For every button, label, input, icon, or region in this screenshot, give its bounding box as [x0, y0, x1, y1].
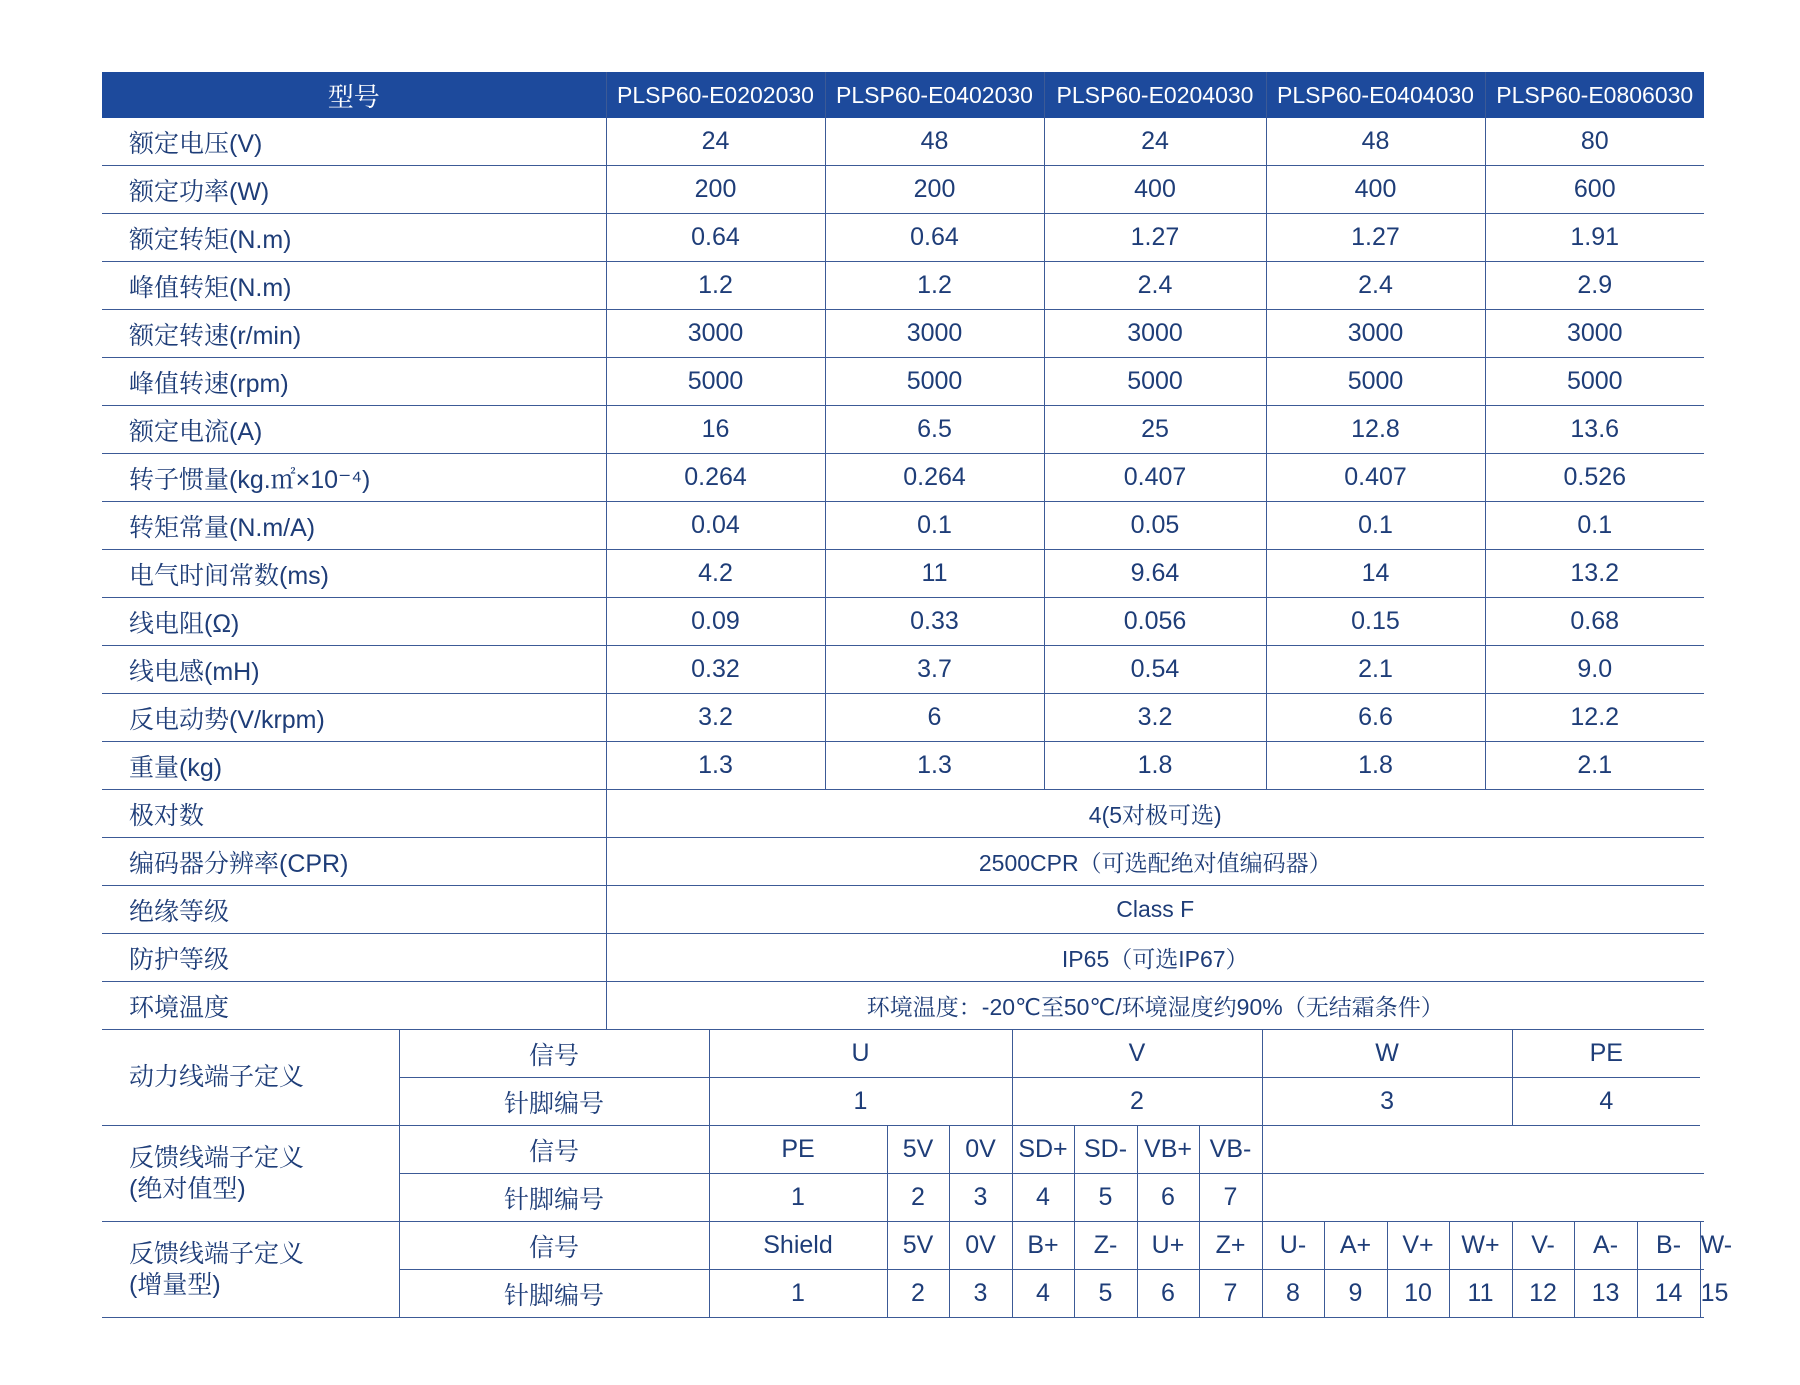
spec-label: 峰值转速(rpm): [102, 358, 606, 406]
spec-value: 1.8: [1044, 742, 1266, 790]
group-title-line1: 反馈线端子定义: [129, 1143, 305, 1172]
spec-label: 转子惯量(kg.㎡×10⁻⁴): [102, 454, 606, 502]
spec-value: 200: [606, 166, 825, 214]
spec-span-value: Class F: [606, 886, 1704, 934]
pin-label: 针脚编号: [399, 1078, 709, 1126]
spec-label: 额定功率(W): [102, 166, 606, 214]
spec-value: 3000: [1266, 310, 1485, 358]
spec-value: 1.3: [825, 742, 1044, 790]
absolute-signal-row: [102, 1126, 1704, 1174]
spec-value: 11: [825, 550, 1044, 598]
signal-cell: PE: [1512, 1030, 1700, 1078]
spec-value: 0.264: [825, 454, 1044, 502]
pin-cell: 10: [1387, 1270, 1449, 1318]
pin-cell: 8: [1262, 1270, 1324, 1318]
group-title-line2: (增量型): [129, 1270, 221, 1299]
signal-cell: A-: [1574, 1222, 1637, 1270]
pin-cell: 2: [887, 1270, 949, 1318]
spec-row: [102, 262, 1704, 310]
signal-cell: PE: [709, 1126, 887, 1174]
spec-value: 80: [1485, 118, 1704, 166]
spec-value: 0.264: [606, 454, 825, 502]
spec-label: 防护等级: [102, 934, 606, 982]
signal-cell: 5V: [887, 1126, 949, 1174]
spec-value: 3000: [1044, 310, 1266, 358]
signal-cell: SD+: [1012, 1126, 1074, 1174]
signal-cell: U-: [1262, 1222, 1324, 1270]
spec-value: 200: [825, 166, 1044, 214]
spec-value: 600: [1485, 166, 1704, 214]
model-header: PLSP60-E0202030: [606, 72, 825, 118]
spec-value: 25: [1044, 406, 1266, 454]
empty-cell: [1262, 1174, 1704, 1222]
spec-value: 0.1: [825, 502, 1044, 550]
pin-cell: 11: [1449, 1270, 1512, 1318]
spec-value: 14: [1266, 550, 1485, 598]
spec-row: [102, 118, 1704, 166]
pin-label: 针脚编号: [399, 1174, 709, 1222]
spec-label: 极对数: [102, 790, 606, 838]
spec-value: 2.4: [1044, 262, 1266, 310]
signal-cell: V-: [1512, 1222, 1574, 1270]
spec-row: [102, 694, 1704, 742]
spec-value: 0.33: [825, 598, 1044, 646]
spec-value: 24: [606, 118, 825, 166]
signal-label: 信号: [399, 1030, 709, 1078]
spec-span-row: [102, 790, 1704, 838]
pin-cell: 3: [949, 1270, 1012, 1318]
spec-label: 环境温度: [102, 982, 606, 1030]
spec-label: 额定电流(A): [102, 406, 606, 454]
spec-row: [102, 358, 1704, 406]
spec-value: 0.407: [1044, 454, 1266, 502]
spec-value: 5000: [1485, 358, 1704, 406]
pin-cell: 5: [1074, 1270, 1137, 1318]
pin-cell: 6: [1137, 1270, 1199, 1318]
spec-value: 3.2: [1044, 694, 1266, 742]
absolute-group-title: [102, 1126, 399, 1222]
spec-label: 额定电压(V): [102, 118, 606, 166]
pin-cell: 5: [1074, 1174, 1137, 1222]
model-header-label: 型号: [102, 72, 606, 118]
spec-span-value: IP65（可选IP67）: [606, 934, 1704, 982]
spec-row: [102, 454, 1704, 502]
signal-label: 信号: [399, 1126, 709, 1174]
signal-cell: W: [1262, 1030, 1512, 1078]
spec-value: 3.2: [606, 694, 825, 742]
pin-cell: 3: [949, 1174, 1012, 1222]
spec-span-value: 2500CPR（可选配绝对值编码器）: [606, 838, 1704, 886]
pin-cell: 4: [1012, 1174, 1074, 1222]
spec-label: 线电阻(Ω): [102, 598, 606, 646]
spec-value: 3.7: [825, 646, 1044, 694]
pin-cell: 1: [709, 1270, 887, 1318]
spec-value: 0.09: [606, 598, 825, 646]
spec-value: 48: [825, 118, 1044, 166]
spec-span-row: [102, 982, 1704, 1030]
spec-value: 24: [1044, 118, 1266, 166]
spec-label: 重量(kg): [102, 742, 606, 790]
spec-label: 峰值转矩(N.m): [102, 262, 606, 310]
spec-value: 9.0: [1485, 646, 1704, 694]
spec-row: [102, 310, 1704, 358]
signal-cell: B-: [1637, 1222, 1700, 1270]
spec-value: 0.04: [606, 502, 825, 550]
pin-cell: 12: [1512, 1270, 1574, 1318]
spec-value: 0.1: [1266, 502, 1485, 550]
spec-table: [102, 72, 1704, 1030]
pin-cell: 1: [709, 1174, 887, 1222]
pin-cell: 9: [1324, 1270, 1387, 1318]
pin-label: 针脚编号: [399, 1270, 709, 1318]
spec-value: 2.4: [1266, 262, 1485, 310]
spec-row: [102, 646, 1704, 694]
spec-value: 0.15: [1266, 598, 1485, 646]
spec-span-row: [102, 886, 1704, 934]
signal-cell: 0V: [949, 1222, 1012, 1270]
spec-value: 0.526: [1485, 454, 1704, 502]
spec-value: 0.05: [1044, 502, 1266, 550]
spec-value: 0.407: [1266, 454, 1485, 502]
spec-label: 额定转速(r/min): [102, 310, 606, 358]
power-signal-row: [102, 1030, 1704, 1078]
spec-value: 5000: [606, 358, 825, 406]
spec-label: 转矩常量(N.m/A): [102, 502, 606, 550]
signal-cell: Z-: [1074, 1222, 1137, 1270]
group-title-line2: (绝对值型): [129, 1174, 246, 1203]
connector-table: [102, 1030, 1733, 1318]
spec-value: 48: [1266, 118, 1485, 166]
spec-value: 3000: [1485, 310, 1704, 358]
spec-value: 3000: [606, 310, 825, 358]
spec-value: 400: [1266, 166, 1485, 214]
spec-value: 5000: [825, 358, 1044, 406]
signal-cell: U: [709, 1030, 1012, 1078]
spec-value: 13.6: [1485, 406, 1704, 454]
spec-value: 0.32: [606, 646, 825, 694]
signal-cell: Z+: [1199, 1222, 1262, 1270]
incremental-group-title: [102, 1222, 399, 1318]
signal-cell: W+: [1449, 1222, 1512, 1270]
spec-value: 5000: [1266, 358, 1485, 406]
pin-cell: 13: [1574, 1270, 1637, 1318]
spec-row: [102, 742, 1704, 790]
spec-value: 2.1: [1266, 646, 1485, 694]
spec-label: 电气时间常数(ms): [102, 550, 606, 598]
spec-value: 5000: [1044, 358, 1266, 406]
pin-cell: 7: [1199, 1270, 1262, 1318]
signal-label: 信号: [399, 1222, 709, 1270]
spec-span-value: 环境温度：-20℃至50℃/环境湿度约90%（无结霜条件）: [606, 982, 1704, 1030]
empty-cell: [1262, 1126, 1704, 1174]
spec-value: 400: [1044, 166, 1266, 214]
spec-value: 1.8: [1266, 742, 1485, 790]
signal-cell: 5V: [887, 1222, 949, 1270]
model-header: PLSP60-E0204030: [1044, 72, 1266, 118]
pin-cell: 3: [1262, 1078, 1512, 1126]
spec-value: 12.2: [1485, 694, 1704, 742]
model-header: PLSP60-E0402030: [825, 72, 1044, 118]
spec-value: 0.54: [1044, 646, 1266, 694]
spec-value: 1.2: [825, 262, 1044, 310]
spec-value: 1.27: [1044, 214, 1266, 262]
signal-cell: Shield: [709, 1222, 887, 1270]
spec-row: [102, 214, 1704, 262]
signal-cell: VB-: [1199, 1126, 1262, 1174]
signal-cell: A+: [1324, 1222, 1387, 1270]
signal-cell: V+: [1387, 1222, 1449, 1270]
header-row: [102, 72, 1704, 118]
pin-cell: 14: [1637, 1270, 1700, 1318]
spec-value: 9.64: [1044, 550, 1266, 598]
signal-cell: W-: [1700, 1222, 1704, 1270]
spec-row: [102, 502, 1704, 550]
pin-cell: 1: [709, 1078, 1012, 1126]
spec-sheet: [102, 72, 1733, 1318]
spec-label: 反电动势(V/krpm): [102, 694, 606, 742]
spec-span-row: [102, 934, 1704, 982]
group-title-line1: 反馈线端子定义: [129, 1239, 305, 1268]
signal-cell: V: [1012, 1030, 1262, 1078]
spec-row: [102, 166, 1704, 214]
spec-label: 额定转矩(N.m): [102, 214, 606, 262]
pin-cell: 6: [1137, 1174, 1199, 1222]
power-group-title: 动力线端子定义: [102, 1030, 399, 1126]
spec-value: 2.1: [1485, 742, 1704, 790]
spec-value: 1.91: [1485, 214, 1704, 262]
pin-cell: 7: [1199, 1174, 1262, 1222]
spec-value: 0.056: [1044, 598, 1266, 646]
spec-value: 0.64: [825, 214, 1044, 262]
spec-value: 3000: [825, 310, 1044, 358]
spec-value: 6.5: [825, 406, 1044, 454]
incremental-signal-row: [102, 1222, 1704, 1270]
pin-cell: 2: [1012, 1078, 1262, 1126]
spec-value: 1.27: [1266, 214, 1485, 262]
pin-cell: 4: [1512, 1078, 1700, 1126]
pin-cell: 4: [1012, 1270, 1074, 1318]
spec-value: 6.6: [1266, 694, 1485, 742]
signal-cell: VB+: [1137, 1126, 1199, 1174]
spec-label: 编码器分辨率(CPR): [102, 838, 606, 886]
spec-value: 2.9: [1485, 262, 1704, 310]
signal-cell: U+: [1137, 1222, 1199, 1270]
spec-value: 13.2: [1485, 550, 1704, 598]
spec-value: 6: [825, 694, 1044, 742]
model-header: PLSP60-E0806030: [1485, 72, 1704, 118]
signal-cell: B+: [1012, 1222, 1074, 1270]
spec-value: 0.68: [1485, 598, 1704, 646]
model-header: PLSP60-E0404030: [1266, 72, 1485, 118]
spec-value: 0.64: [606, 214, 825, 262]
signal-cell: 0V: [949, 1126, 1012, 1174]
signal-cell: SD-: [1074, 1126, 1137, 1174]
spec-value: 16: [606, 406, 825, 454]
spec-value: 1.3: [606, 742, 825, 790]
spec-row: [102, 406, 1704, 454]
spec-label: 线电感(mH): [102, 646, 606, 694]
pin-cell: 15: [1700, 1270, 1704, 1318]
spec-value: 0.1: [1485, 502, 1704, 550]
spec-span-row: [102, 838, 1704, 886]
spec-value: 1.2: [606, 262, 825, 310]
spec-value: 4.2: [606, 550, 825, 598]
spec-label: 绝缘等级: [102, 886, 606, 934]
spec-span-value: 4(5对极可选): [606, 790, 1704, 838]
spec-row: [102, 598, 1704, 646]
spec-row: [102, 550, 1704, 598]
pin-cell: 2: [887, 1174, 949, 1222]
spec-value: 12.8: [1266, 406, 1485, 454]
